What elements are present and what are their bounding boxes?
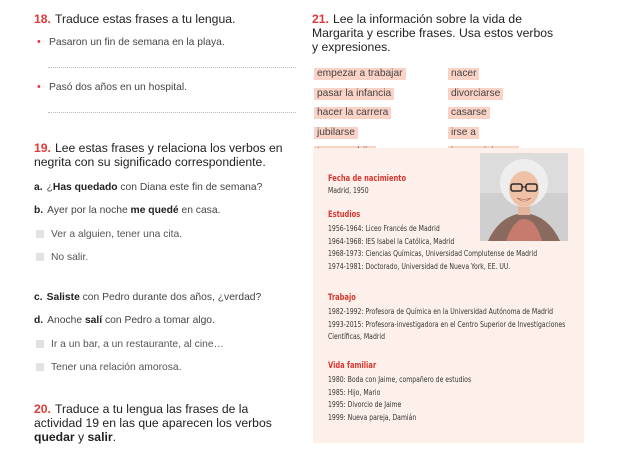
answer-line[interactable] (48, 111, 296, 113)
work-heading: Trabajo (328, 293, 356, 303)
expression-tag: hacer la carrera (314, 107, 391, 119)
sentence-b: b. Ayer por la noche me quedé en casa. (34, 205, 221, 216)
work-line: 1993-2015: Profesora-investigadora en el Centro Superior de Investigaciones (328, 318, 566, 329)
work-line: Científicas, Madrid (328, 331, 385, 342)
bullet-icon: • (37, 81, 41, 93)
expression-tag: empezar a trabajar (314, 68, 406, 80)
studies-line: 1956-1964: Liceo Francés de Madrid (328, 223, 440, 233)
portrait-image (480, 153, 568, 241)
left-column (34, 12, 299, 444)
option-checkbox[interactable]: Ir a un bar, a un restaurante, al cine… (34, 338, 299, 351)
expressions-left (314, 63, 406, 159)
checkbox-icon[interactable] (36, 340, 44, 348)
family-line: 1995: Divorcio de Jaime (328, 399, 402, 410)
expressions-box (312, 63, 602, 138)
sentence-d: d. Anoche salí con Pedro a tomar algo. (34, 315, 215, 326)
birth-text: Madrid, 1950 (328, 185, 369, 195)
family-heading: Vida familiar (328, 361, 377, 371)
option-checkbox[interactable]: Tener una relación amorosa. (34, 361, 299, 374)
expressions-right (448, 63, 519, 159)
birth-heading: Fecha de nacimiento (328, 174, 407, 184)
exercise-19-title: 19. Lee estas frases y relaciona los verbos en negrita con su significado correspondiente. (34, 141, 283, 169)
studies-line: 1964-1968: IES Isabel la Católica, Madrid (328, 235, 455, 246)
checkbox-icon[interactable] (36, 363, 44, 371)
expression-tag: casarse (448, 107, 490, 119)
expression-tag: divorciarse (448, 88, 503, 100)
expression-tag: irse a (448, 127, 479, 139)
expression-tag: nacer (448, 68, 479, 80)
studies-heading: Estudios (328, 210, 361, 220)
checkbox-icon[interactable] (36, 230, 44, 238)
option-checkbox[interactable]: No salir. (34, 251, 299, 264)
right-column (312, 12, 602, 138)
option-checkbox[interactable]: Ver a alguien, tener una cita. (34, 228, 299, 241)
family-line: 1999: Nueva pareja, Damián (328, 411, 417, 422)
checkbox-icon[interactable] (36, 253, 44, 261)
expression-tag: pasar la infancia (314, 88, 394, 100)
sentence-c: c. Saliste con Pedro durante dos años, ¿verdad? (34, 292, 262, 303)
studies-line: 1974-1981: Doctorado, Universidad de Nueva York, EE. UU. (328, 260, 511, 271)
exercise-21-title: 21. Lee la información sobre la vida de Margarita y escribe frases. Usa estos verbos y expresiones. (312, 12, 554, 54)
studies-line: 1968-1973: Ciencias Químicas, Universidad Complutense de Madrid (328, 248, 538, 259)
answer-line[interactable] (48, 66, 296, 68)
expression-tag: jubilarse (314, 127, 358, 139)
family-line: 1980: Boda con Jaime, compañero de estudios (328, 374, 472, 384)
work-line: 1982-1992: Profesora de Química en la Universidad Autónoma de Madrid (328, 306, 553, 316)
family-line: 1985: Hijo, Mario (328, 386, 381, 397)
bullet-icon: • (37, 36, 41, 48)
exercise-20-title: 20. Traduce a tu lengua las frases de la actividad 19 en las que aparecen los verbos quedar y salir. (34, 402, 272, 444)
exercise-18-item-1: • Pasaron un fin de semana en la playa. (37, 36, 225, 48)
portrait-photo (480, 153, 568, 241)
sentence-a: a. ¿Has quedado con Diana este fin de semana? (34, 182, 263, 193)
exercise-18-item-2: • Pasó dos años en un hospital. (37, 81, 187, 93)
exercise-18-title: 18. Traduce estas frases a tu lengua. (34, 12, 236, 26)
